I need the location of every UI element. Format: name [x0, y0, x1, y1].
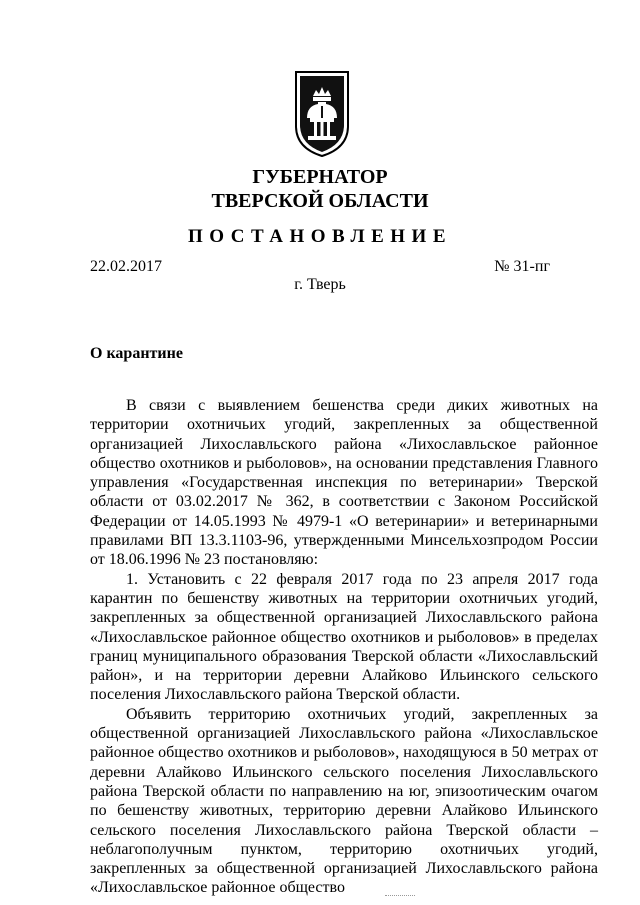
document-date: 22.02.2017 [90, 258, 162, 275]
document-city: г. Тверь [294, 276, 346, 293]
tver-coat-of-arms-icon [292, 68, 352, 158]
body-paragraph: Объявить территорию охотничьих угодий, закрепленных за общественной организацией Лихославльского района «Лихославльское районное общество охотников и рыболовов», находящуюся в 50 метрах от деревни Алайково Ильинского сельского поселения Лихославльского района Тверской области по направлению на юг, эпизоотическим очагом по бешенству животных, территорию деревни Алайково Ильинского сельского поселения Лихославльского района Тверской области – неблагополучным пунктом, территорию охотничьих угодий, закрепленных за общественной организацией Лихославльского района «Лихославльское районное общество [90, 705, 598, 897]
document-type: ПОСТАНОВЛЕНИЕ [187, 226, 453, 247]
document-subject: О карантине [90, 345, 183, 362]
document-number: № 31-пг [494, 258, 550, 275]
body-paragraph: 1. Установить с 22 февраля 2017 года по 23 апреля 2017 года карантин по бешенству животных на территории охотничьих угодий, закрепленных за общественной организацией Лихославльского района «Лихославльское районное общество охотников и рыболовов» в пределах границ муниципального образования Тверской области «Лихославльский район», и на территории деревни Алайково Ильинского сельского поселения Лихославльского района Тверской области. [90, 570, 598, 704]
document-body [90, 396, 598, 898]
scan-artifact [385, 895, 415, 898]
body-paragraph: В связи с выявлением бешенства среди диких животных на территории охотничьих угодий, закрепленных за общественной организацией Лихославльского района «Лихославльское районное общество охотников и рыболовов», на основании представления Главного управления «Государственная инспекция по ветеринарии» Тверской области от 03.02.2017 № 362, в соответствии с Законом Российской Федерации от 14.05.1993 № 4979-1 «О ветеринарии» и ветеринарными правилами ВП 13.3.1103-96, утвержденными Минсельхозпродом России от 18.06.1996 № 23 постановляю: [90, 397, 598, 569]
issuer-title-line2: ТВЕРСКОЙ ОБЛАСТИ [211, 190, 429, 212]
issuer-title-line1: ГУБЕРНАТОР [252, 166, 388, 188]
